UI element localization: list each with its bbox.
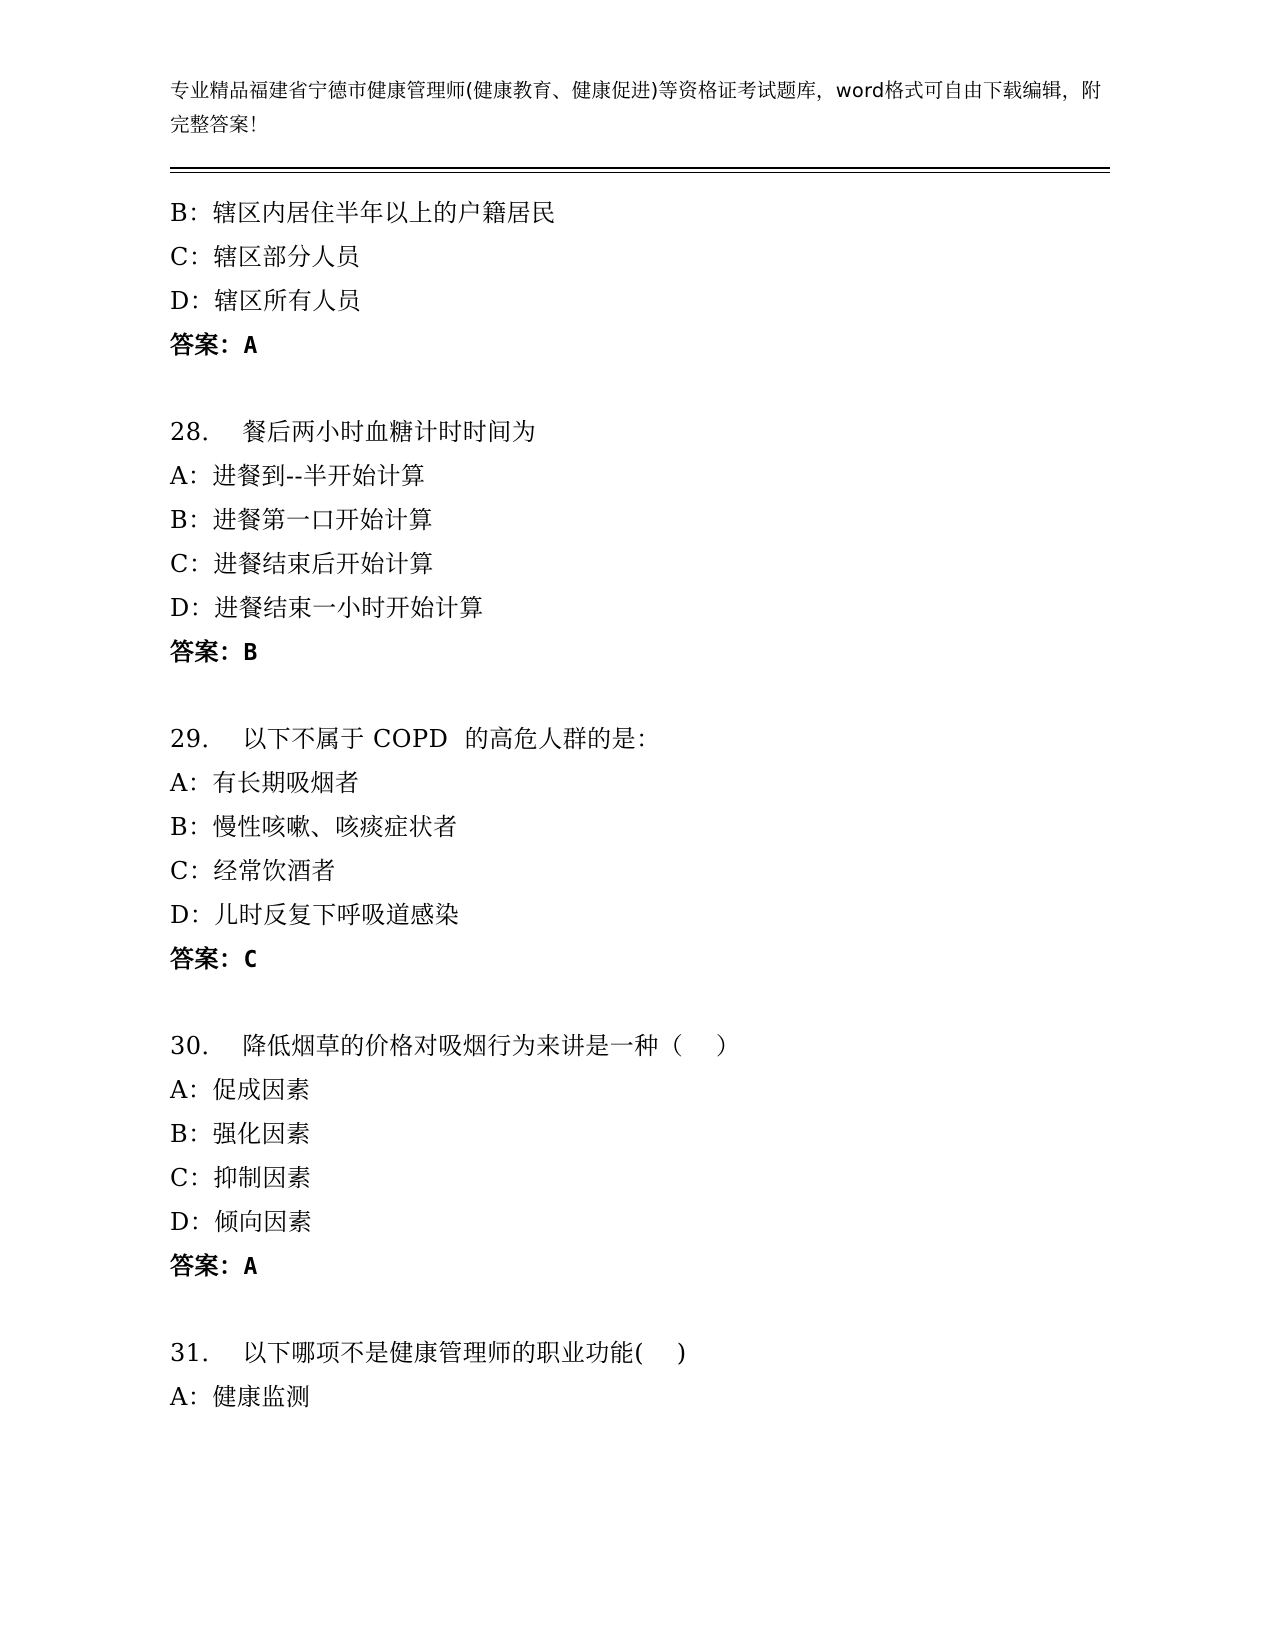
option-line: A：有长期吸烟者 [170, 769, 360, 798]
option-line: B：慢性咳嗽、咳痰症状者 [170, 813, 458, 842]
answer-value: C [243, 947, 258, 974]
question-number: 31． [170, 1339, 227, 1368]
option-line: D：倾向因素 [170, 1208, 313, 1237]
option-line: C：抑制因素 [170, 1164, 312, 1193]
block-spacer [170, 1289, 1110, 1331]
header-divider [170, 167, 1110, 173]
answer-value: A [243, 1254, 258, 1281]
block-spacer [170, 368, 1110, 410]
question-text: 以下不属于 COPD 的高危人群的是： [242, 725, 661, 754]
question-text: 餐后两小时血糖计时时间为 [242, 418, 537, 447]
option-line: A：促成因素 [170, 1076, 311, 1105]
question-block-30 [170, 1024, 1110, 1289]
question-stem [170, 1331, 1110, 1375]
answer-line [170, 1244, 1110, 1289]
option-line: C：进餐结束后开始计算 [170, 550, 434, 579]
option-line: B：强化因素 [170, 1120, 311, 1149]
answer-label: 答案： [170, 1251, 244, 1281]
answer-label: 答案： [170, 330, 244, 360]
option-line: D：辖区所有人员 [170, 287, 362, 316]
option-line: B：辖区内居住半年以上的户籍居民 [170, 199, 556, 228]
option-line: A：进餐到--半开始计算 [170, 462, 426, 491]
question-stem [170, 410, 1110, 454]
question-stem [170, 717, 1110, 761]
question-stem [170, 1024, 1110, 1068]
answer-line [170, 323, 1110, 368]
question-number: 30． [170, 1032, 227, 1061]
answer-line [170, 937, 1110, 982]
answer-label: 答案： [170, 637, 244, 667]
question-number: 29． [170, 725, 227, 754]
question-number: 28． [170, 418, 227, 447]
answer-line [170, 630, 1110, 675]
document-content [170, 191, 1110, 1419]
question-block-31 [170, 1331, 1110, 1419]
option-line: D：进餐结束一小时开始计算 [170, 594, 484, 623]
block-spacer [170, 982, 1110, 1024]
block-spacer [170, 675, 1110, 717]
page-header: 专业精品福建省宁德市健康管理师(健康教育、健康促进)等资格证考试题库，word格式可自由下载编辑，附完整答案！ [170, 79, 1102, 136]
question-text: 降低烟草的价格对吸烟行为来讲是一种（ ） [242, 1032, 741, 1061]
option-line: D：儿时反复下呼吸道感染 [170, 901, 460, 930]
question-text: 以下哪项不是健康管理师的职业功能( ) [242, 1339, 687, 1368]
option-line: A：健康监测 [170, 1383, 311, 1412]
option-line: C：辖区部分人员 [170, 243, 361, 272]
question-block-28 [170, 410, 1110, 675]
question-block-29 [170, 717, 1110, 982]
option-line: C：经常饮酒者 [170, 857, 336, 886]
answer-value: A [243, 333, 258, 360]
partial-question-block [170, 191, 1110, 368]
option-line: B：进餐第一口开始计算 [170, 506, 434, 535]
answer-value: B [243, 640, 258, 667]
answer-label: 答案： [170, 944, 244, 974]
